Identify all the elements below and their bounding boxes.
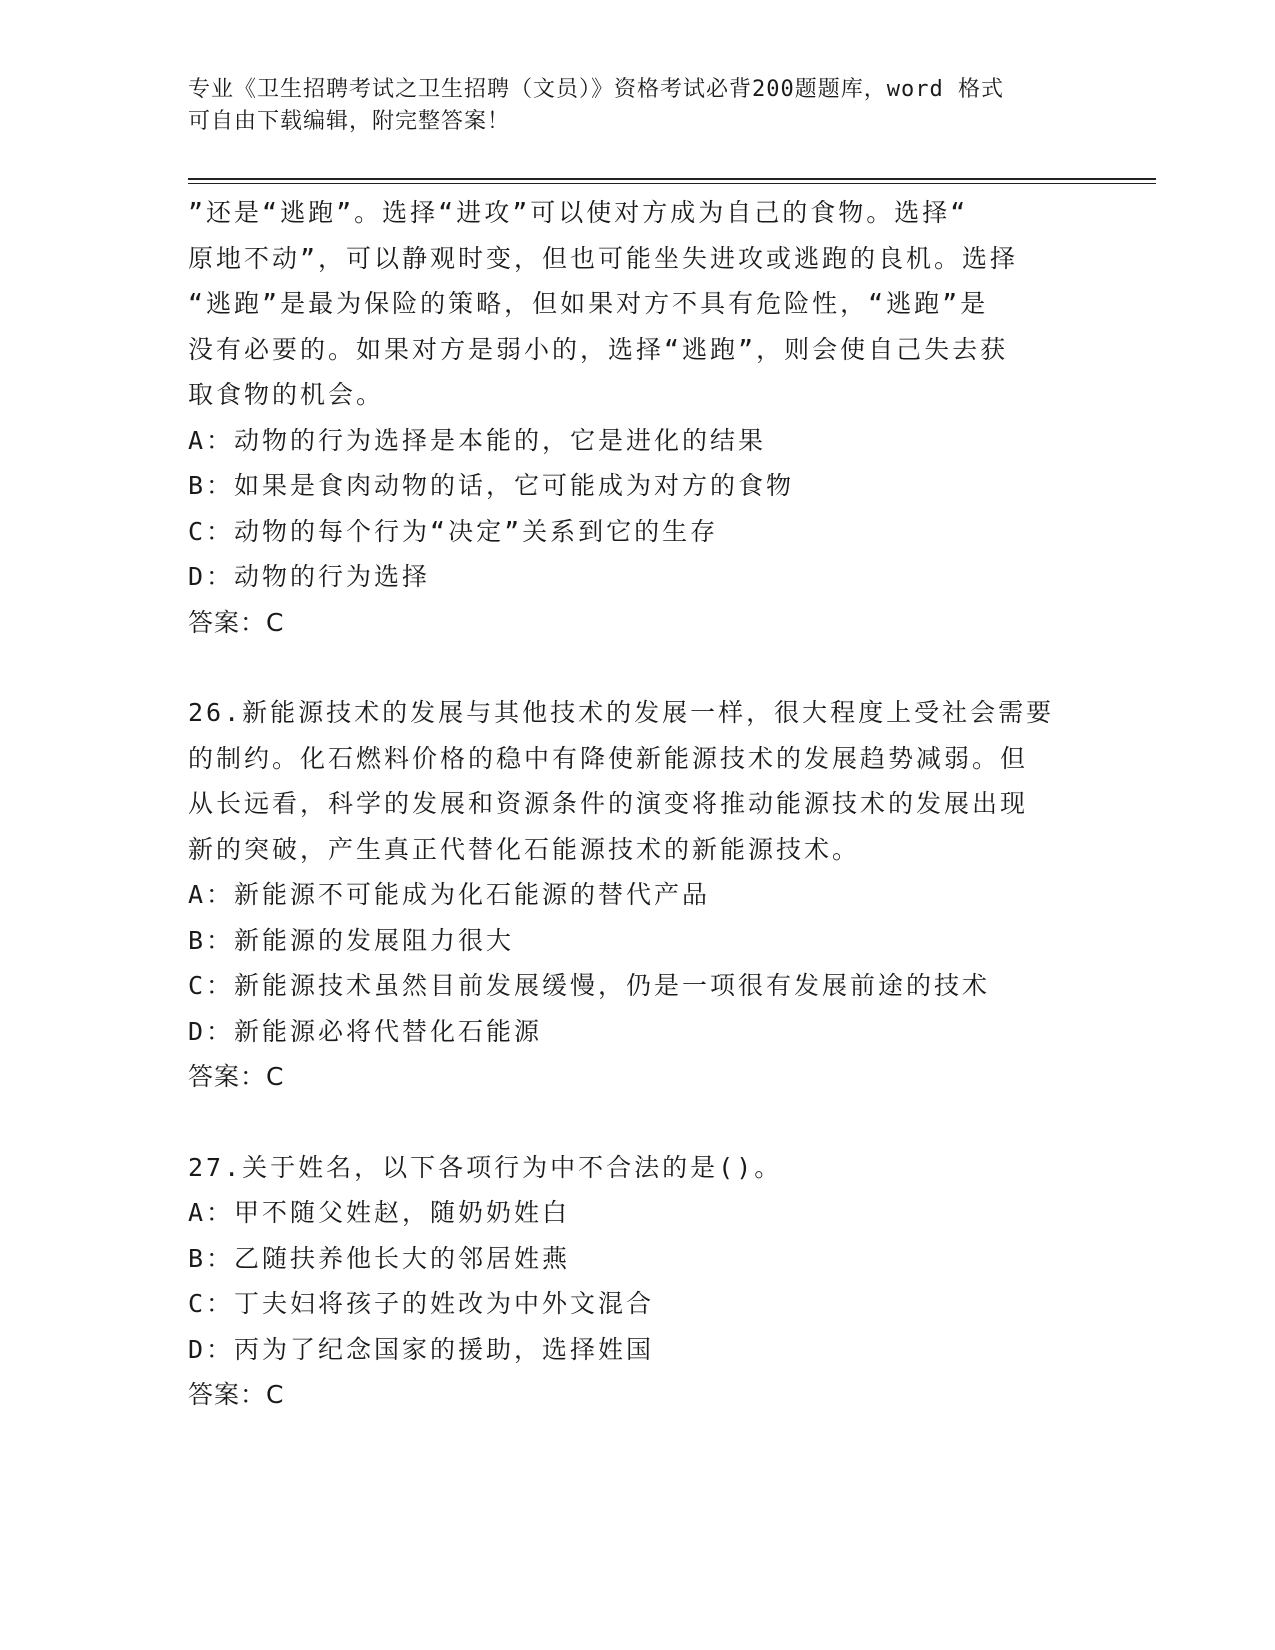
- option-c: C：丁夫妇将孩子的姓改为中外文混合: [188, 1289, 655, 1318]
- question-line: 没有必要的。如果对方是弱小的，选择“逃跑”，则会使自己失去获: [188, 334, 1009, 364]
- question-line: 新的突破，产生真正代替化石能源技术的新能源技术。: [188, 834, 861, 864]
- question-text: [188, 1145, 1088, 1191]
- question-text: [188, 190, 1088, 418]
- question-line: 26.新能源技术的发展与其他技术的发展一样，很大程度上受社会需要: [188, 698, 1055, 727]
- question-spacer: [188, 645, 1088, 690]
- question-text: [188, 690, 1088, 872]
- option-b: B：乙随扶养他长大的邻居姓燕: [188, 1243, 571, 1273]
- question-line: 的制约。化石燃料价格的稳中有降使新能源技术的发展趋势减弱。但: [188, 743, 1029, 773]
- question-line: 取食物的机会。: [188, 380, 385, 409]
- option-d: D：丙为了纪念国家的援助，选择姓国: [188, 1334, 655, 1364]
- question-spacer: [188, 1100, 1088, 1145]
- option-c: C：新能源技术虽然目前发展缓慢，仍是一项很有发展前途的技术: [188, 971, 991, 1000]
- header-title-line1: 专业《卫生招聘考试之卫生招聘（文员）》资格考试必背200题题库，word 格式: [188, 77, 1004, 102]
- answer: 答案：C: [188, 1062, 285, 1091]
- question-26: [188, 690, 1088, 1100]
- header-divider-thin: [188, 183, 1156, 184]
- option-c: C：动物的每个行为“决定”关系到它的生存: [188, 516, 719, 546]
- option-d: D：动物的行为选择: [188, 562, 431, 591]
- header-divider-thick: [188, 178, 1156, 180]
- option-a: A：动物的行为选择是本能的，它是进化的结果: [188, 425, 767, 455]
- document-header: [188, 74, 1068, 138]
- header-title-line2: 可自由下载编辑，附完整答案！: [188, 109, 511, 134]
- question-line: 原地不动”，可以静观时变，但也可能坐失进攻或逃跑的良机。选择: [188, 243, 1019, 273]
- answer: 答案：C: [188, 1380, 285, 1409]
- question-line: 从长远看，科学的发展和资源条件的演变将推动能源技术的发展出现: [188, 789, 1029, 818]
- option-a: A：甲不随父姓赵，随奶奶姓白: [188, 1198, 571, 1227]
- question-25-continued: [188, 190, 1088, 645]
- option-b: B：如果是食肉动物的话，它可能成为对方的食物: [188, 471, 795, 500]
- document-body: [188, 190, 1088, 1418]
- option-a: A：新能源不可能成为化石能源的替代产品: [188, 880, 711, 909]
- question-line: ”还是“逃跑”。选择“进攻”可以使对方成为自己的食物。选择“: [188, 198, 969, 227]
- option-d: D：新能源必将代替化石能源: [188, 1016, 543, 1046]
- question-line: 27.关于姓名，以下各项行为中不合法的是()。: [188, 1152, 783, 1182]
- answer: 答案：C: [188, 607, 285, 637]
- option-b: B：新能源的发展阻力很大: [188, 925, 515, 955]
- question-27: [188, 1145, 1088, 1418]
- question-line: “逃跑”是最为保险的策略，但如果对方不具有危险性，“逃跑”是: [188, 289, 989, 318]
